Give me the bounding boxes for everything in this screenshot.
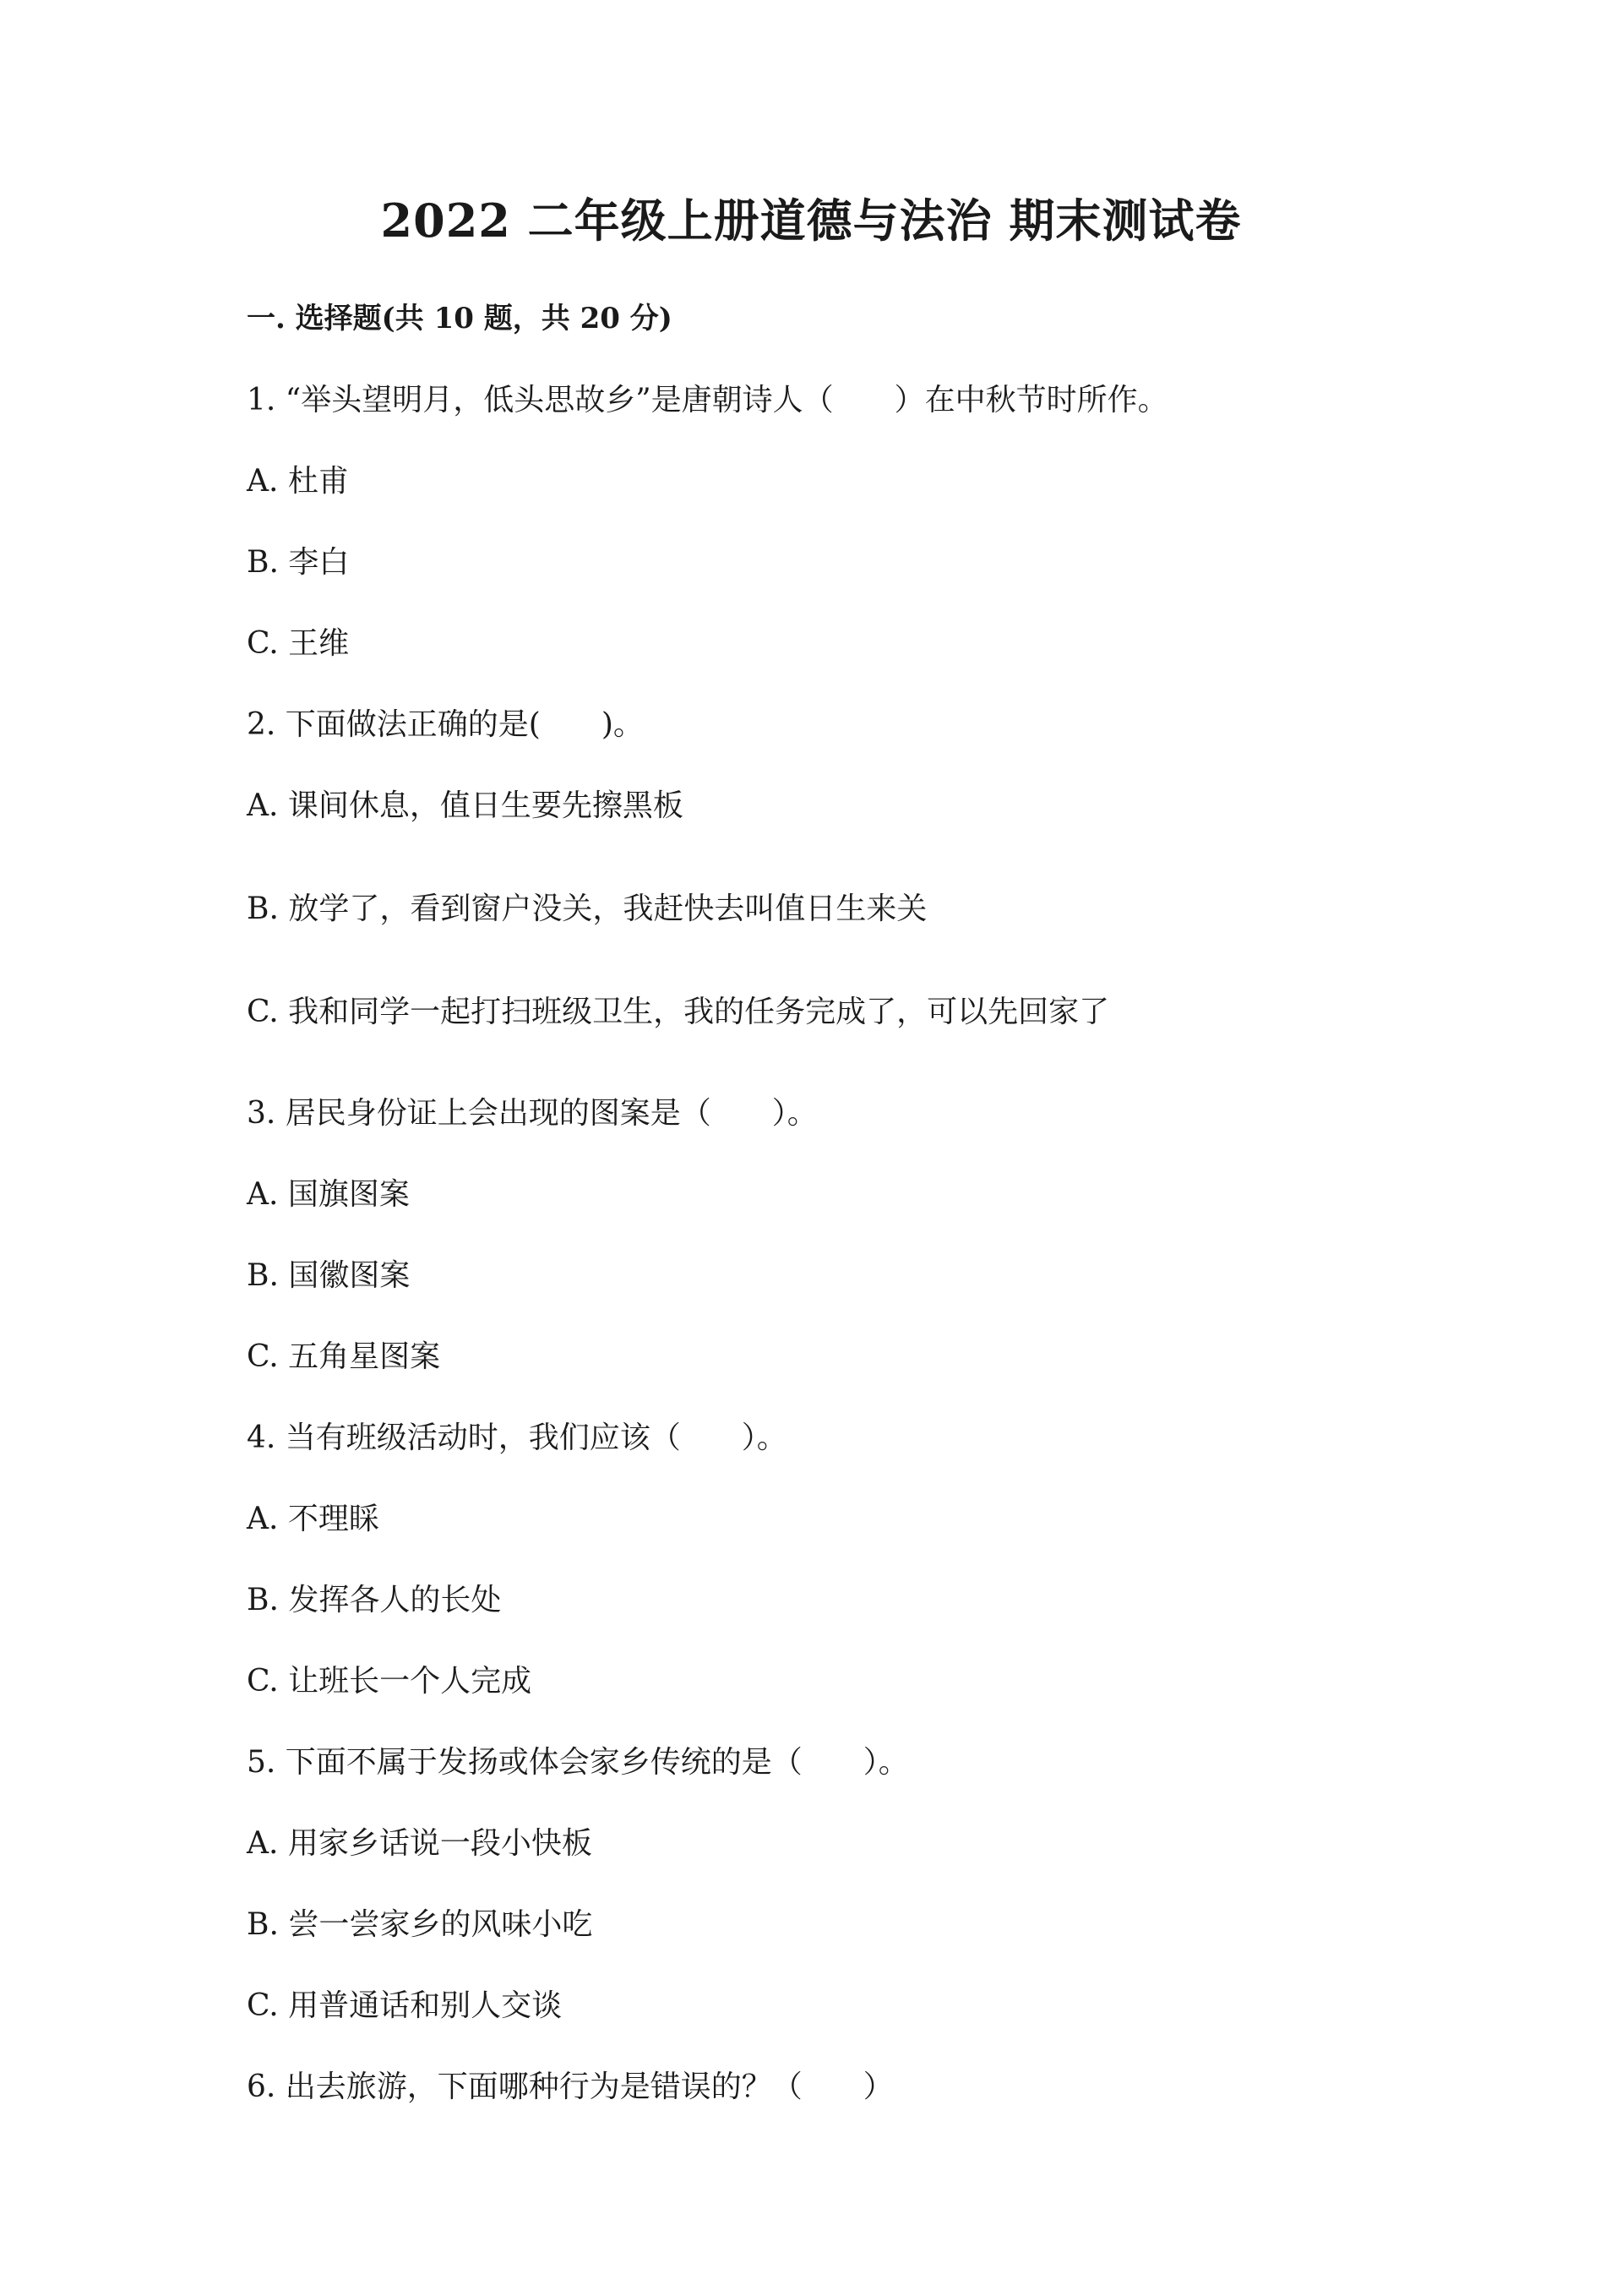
question-1-option-b: B. 李白: [247, 545, 350, 580]
question-stem-5: 5. 下面不属于发扬或体会家乡传统的是（ ）。: [247, 1745, 909, 1780]
question-stem-3: 3. 居民身份证上会出现的图案是（ ）。: [247, 1096, 818, 1131]
question-2-option-b: B. 放学了，看到窗户没关，我赶快去叫值日生来关: [247, 892, 928, 926]
question-1-option-a: A. 杜甫: [247, 464, 349, 499]
question-4-option-a: A. 不理睬: [247, 1502, 379, 1536]
question-3-option-b: B. 国徽图案: [247, 1258, 411, 1293]
question-2-option-a: A. 课间休息，值日生要先擦黑板: [247, 788, 683, 823]
question-3-option-c: C. 五角星图案: [247, 1339, 441, 1374]
page-title: 2022 二年级上册道德与法治 期末测试卷: [380, 194, 1242, 248]
question-4-option-b: B. 发挥各人的长处: [247, 1583, 502, 1617]
question-5-option-c: C. 用普通话和别人交谈: [247, 1988, 563, 2023]
question-5-option-a: A. 用家乡话说一段小快板: [247, 1826, 592, 1861]
question-3-option-a: A. 国旗图案: [247, 1177, 410, 1212]
section-heading: 一. 选择题(共 10 题，共 20 分): [247, 302, 672, 335]
question-stem-1: 1. “举头望明月，低头思故乡”是唐朝诗人（ ）在中秋节时所作。: [247, 383, 1168, 417]
question-stem-6: 6. 出去旅游，下面哪种行为是错误的？（ ）: [247, 2070, 894, 2104]
question-stem-4: 4. 当有班级活动时，我们应该（ ）。: [247, 1421, 787, 1455]
question-1-option-c: C. 王维: [247, 626, 350, 661]
question-stem-2: 2. 下面做法正确的是( )。: [247, 707, 644, 742]
question-4-option-c: C. 让班长一个人完成: [247, 1664, 532, 1699]
question-5-option-b: B. 尝一尝家乡的风味小吃: [247, 1907, 593, 1942]
question-2-option-c: C. 我和同学一起打扫班级卫生，我的任务完成了，可以先回家了: [247, 995, 1110, 1029]
